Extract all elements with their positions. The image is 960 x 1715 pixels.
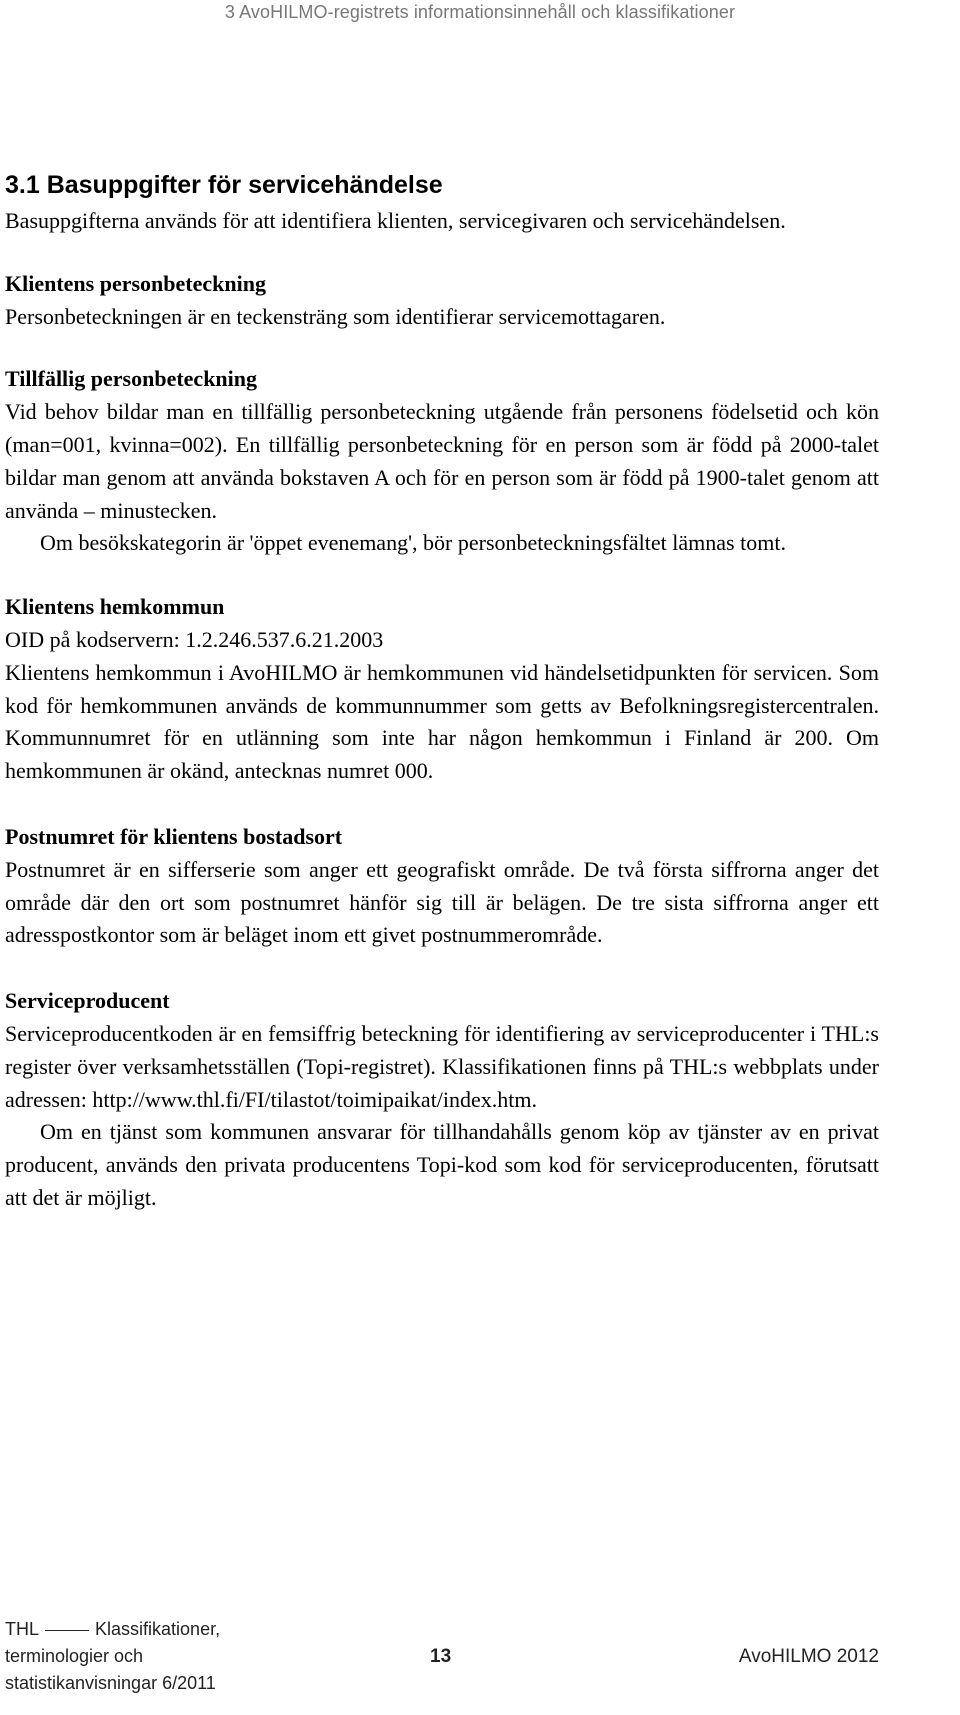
postnummer-heading: Postnumret för klientens bostadsort [5,823,343,849]
serviceproducent-text: Serviceproducentkoden är en femsiffrig beteckning för identifiering av serviceproducenter i THL:s register över verksamhetsställen (Topi-registret). Klassifikationen finns på THL:s webbplats under adressen: http://www.thl.fi/FI/tilastot/toimipaikat/index.htm. [5,1020,879,1112]
hemkommun-text: Klientens hemkommun i AvoHILMO är hemkommunen vid händelsetidpunkten för servicen. Som kod för hemkommunen används de kommunnummer som getts av Befolkningsregistercentralen. Kommunnumret för en utlänning som inte har någon hemkommun i Finland är 200. Om hemkommunen är okänd, antecknas numret 000. [5,659,879,784]
document-body [5,168,879,1215]
footer-organization [5,1616,305,1697]
section-title: 3.1 Basuppgifter för servicehändelse [5,171,443,199]
footer-org-line-3: statistikanvisningar 6/2011 [5,1673,216,1693]
hemkommun-oid: OID på kodservern: 1.2.246.537.6.21.2003 [5,626,384,652]
running-header: 3 AvoHILMO-registrets informationsinnehåll och klassifikationer [224,2,736,22]
section-intro: Basuppgifterna används för att identifiera klienten, servicegivaren och servicehändelsen. [5,208,786,233]
serviceproducent-heading: Serviceproducent [5,988,170,1014]
postnummer-text: Postnumret är en sifferserie som anger ett geografiskt område. De två första siffrorna anger det område där den ort som postnumret hänför sig till är belägen. De tre sista siffrorna anger ett adresspostkontor som är beläget inom ett givet postnummerområde. [5,856,879,948]
footer-document-name: AvoHILMO 2012 [738,1646,879,1667]
footer-org-line-1 [5,1616,305,1643]
tillfallig-text: Vid behov bildar man en tillfällig personbeteckning utgående från personens födelsetid och kön (man=001, kvinna=002). En tillfällig personbeteckning för en person som är född på 2000-talet bildar man genom att använda bokstaven A och för en person som är född på 1900-talet genom att använda – minustecken. [5,399,879,523]
hemkommun-heading: Klientens hemkommun [5,594,225,620]
personbeteckning-heading: Klientens personbeteckning [5,270,266,296]
footer-org-series: Klassifikationer, [95,1619,221,1639]
footer-rule [45,1630,89,1631]
footer-org-line-2: terminologier och [5,1646,144,1666]
tillfallig-note: Om besökskategorin är 'öppet evenemang', bör personbeteckningsfältet lämnas tomt. [40,530,786,556]
tillfallig-heading: Tillfällig personbeteckning [5,366,258,392]
footer-org-abbr: THL [5,1619,40,1639]
page-number: 13 [430,1646,452,1667]
serviceproducent-text-2: Om en tjänst som kommunen ansvarar för tillhandahålls genom köp av tjänster av en privat producent, används den privata producentens Topi-kod som kod för serviceproducenten, förutsatt att det är möjligt. [5,1119,879,1210]
personbeteckning-text: Personbeteckningen är en teckensträng som identifierar servicemottagaren. [5,303,666,329]
